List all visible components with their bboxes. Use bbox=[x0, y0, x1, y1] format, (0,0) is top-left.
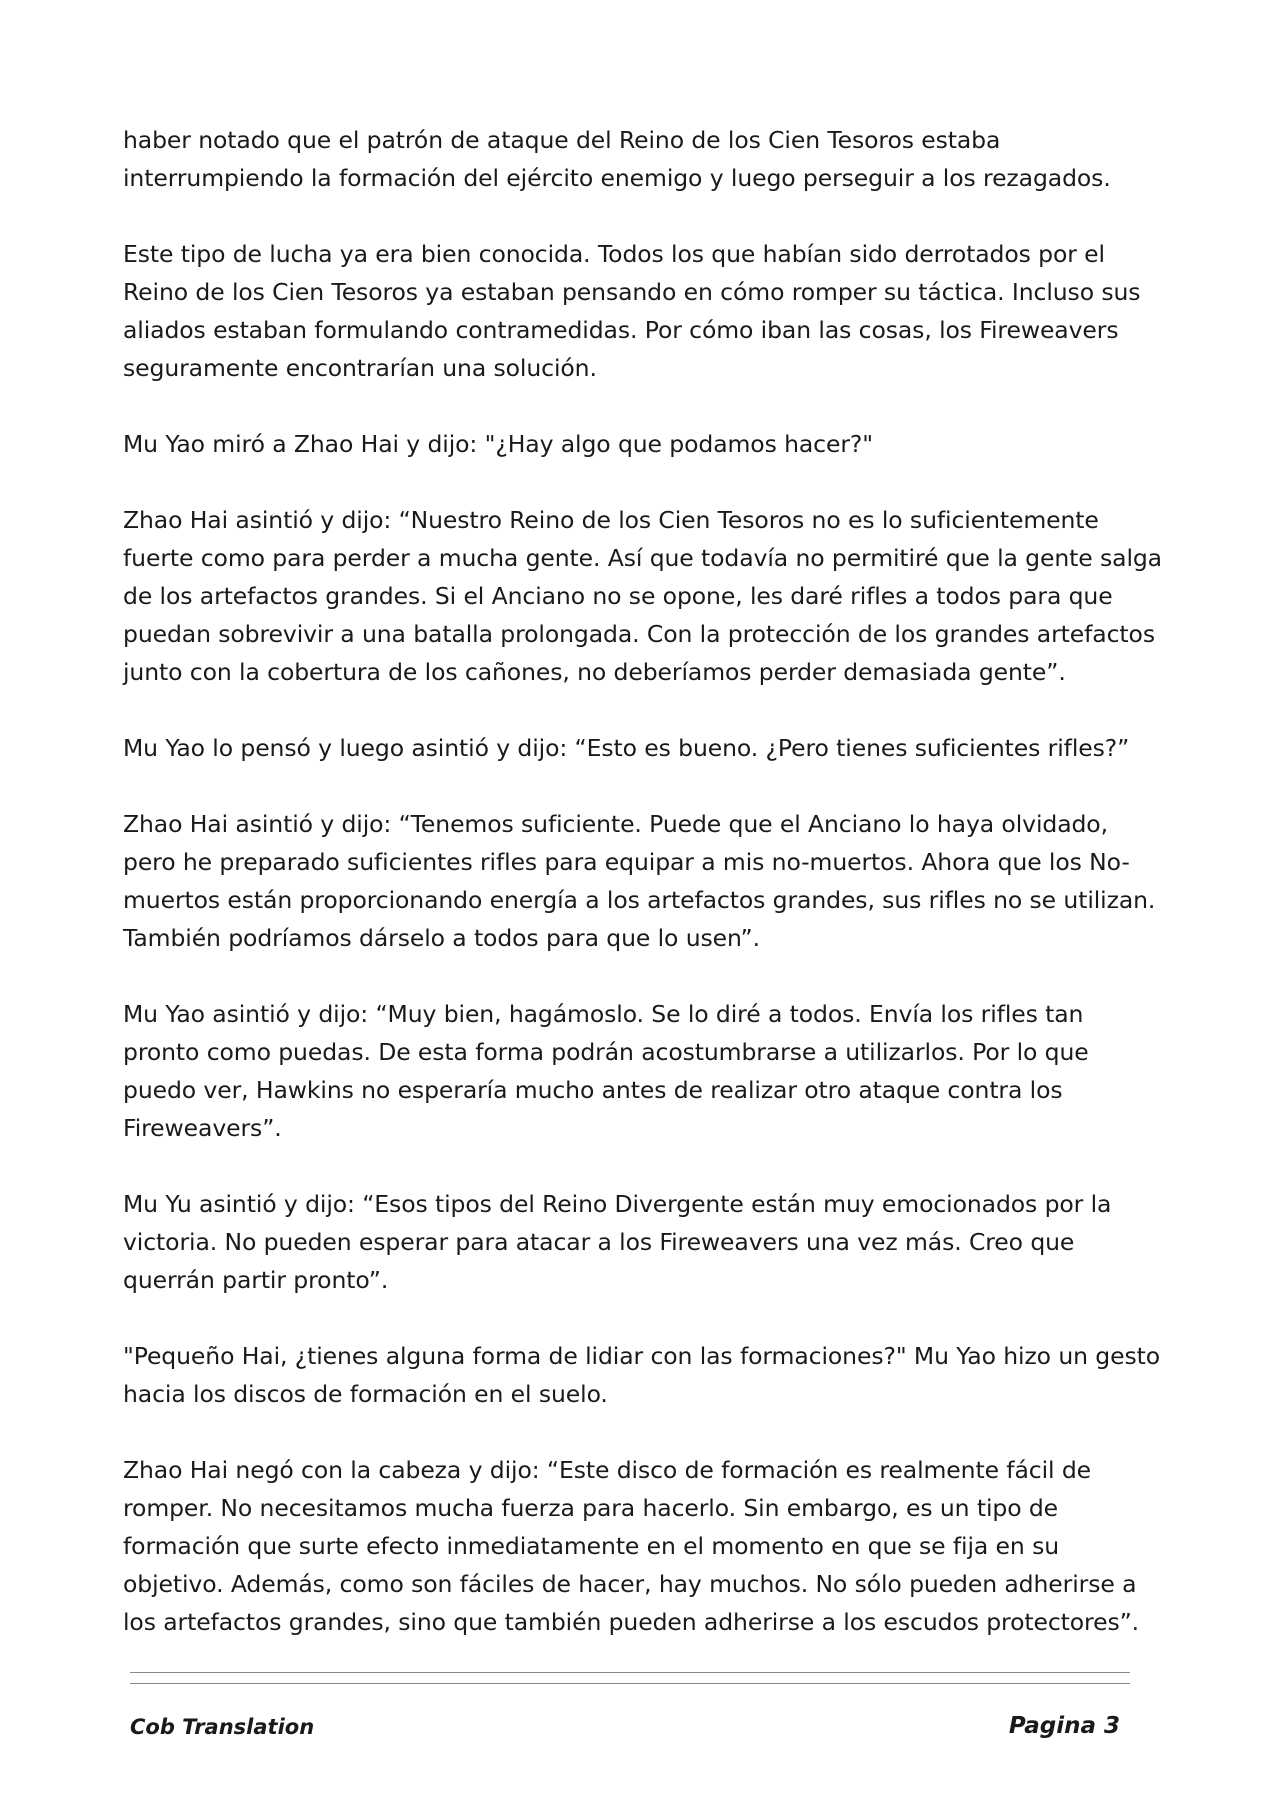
footer-divider-bottom bbox=[130, 1683, 1130, 1684]
paragraph: Mu Yao asintió y dijo: “Muy bien, hagámoslo. Se lo diré a todos. Envía los rifles tan pronto como puedas. De esta forma podrán acostumbrarse a utilizarlos. Por lo que puedo ver, Hawkins no esperaría mucho antes de realizar otro ataque contra los Fireweavers”. bbox=[123, 1000, 1089, 1142]
body-text bbox=[123, 121, 1163, 1679]
paragraph: Zhao Hai negó con la cabeza y dijo: “Este disco de formación es realmente fácil de romper. No necesitamos mucha fuerza para hacerlo. Sin embargo, es un tipo de formación que surte efecto inmediatamente en el momento en que se fija en su objetivo. Además, como son fáciles de hacer, hay muchos. No sólo pueden adherirse a los artefactos grandes, sino que también pueden adherirse a los escudos protectores”. bbox=[123, 1456, 1140, 1636]
paragraph: Zhao Hai asintió y dijo: “Nuestro Reino de los Cien Tesoros no es lo suficientemente fuerte como para perder a mucha gente. Así que todavía no permitiré que la gente salga de los artefactos grandes. Si el Anciano no se opone, les daré rifles a todos para que puedan sobrevivir a una batalla prolongada. Con la protección de los grandes artefactos junto con la cobertura de los cañones, no deberíamos perder demasiada gente”. bbox=[123, 506, 1162, 686]
paragraph: Zhao Hai asintió y dijo: “Tenemos suficiente. Puede que el Anciano lo haya olvidado, pero he preparado suficientes rifles para equipar a mis no-muertos. Ahora que los No-muertos están proporcionando energía a los artefactos grandes, sus rifles no se utilizan. También podríamos dárselo a todos para que lo usen”. bbox=[123, 810, 1156, 952]
paragraph: "Pequeño Hai, ¿tienes alguna forma de lidiar con las formaciones?" Mu Yao hizo un gesto hacia los discos de formación en el suelo. bbox=[123, 1342, 1160, 1408]
paragraph: Mu Yao lo pensó y luego asintió y dijo: “Esto es bueno. ¿Pero tienes suficientes rifles?” bbox=[123, 734, 1130, 762]
footer-page-number: Pagina 3 bbox=[1008, 1713, 1120, 1739]
footer-translator-credit: Cob Translation bbox=[130, 1715, 315, 1739]
paragraph: Este tipo de lucha ya era bien conocida. Todos los que habían sido derrotados por el Reino de los Cien Tesoros ya estaban pensando en cómo romper su táctica. Incluso sus aliados estaban formulando contramedidas. Por cómo iban las cosas, los Fireweavers seguramente encontrarían una solución. bbox=[123, 240, 1141, 382]
footer-divider-top bbox=[130, 1672, 1130, 1673]
paragraph: Mu Yao miró a Zhao Hai y dijo: "¿Hay algo que podamos hacer?" bbox=[123, 430, 873, 458]
paragraph: Mu Yu asintió y dijo: “Esos tipos del Reino Divergente están muy emocionados por la victoria. No pueden esperar para atacar a los Fireweavers una vez más. Creo que querrán partir pronto”. bbox=[123, 1190, 1112, 1294]
paragraph: haber notado que el patrón de ataque del Reino de los Cien Tesoros estaba interrumpiendo la formación del ejército enemigo y luego perseguir a los rezagados. bbox=[123, 126, 1111, 192]
